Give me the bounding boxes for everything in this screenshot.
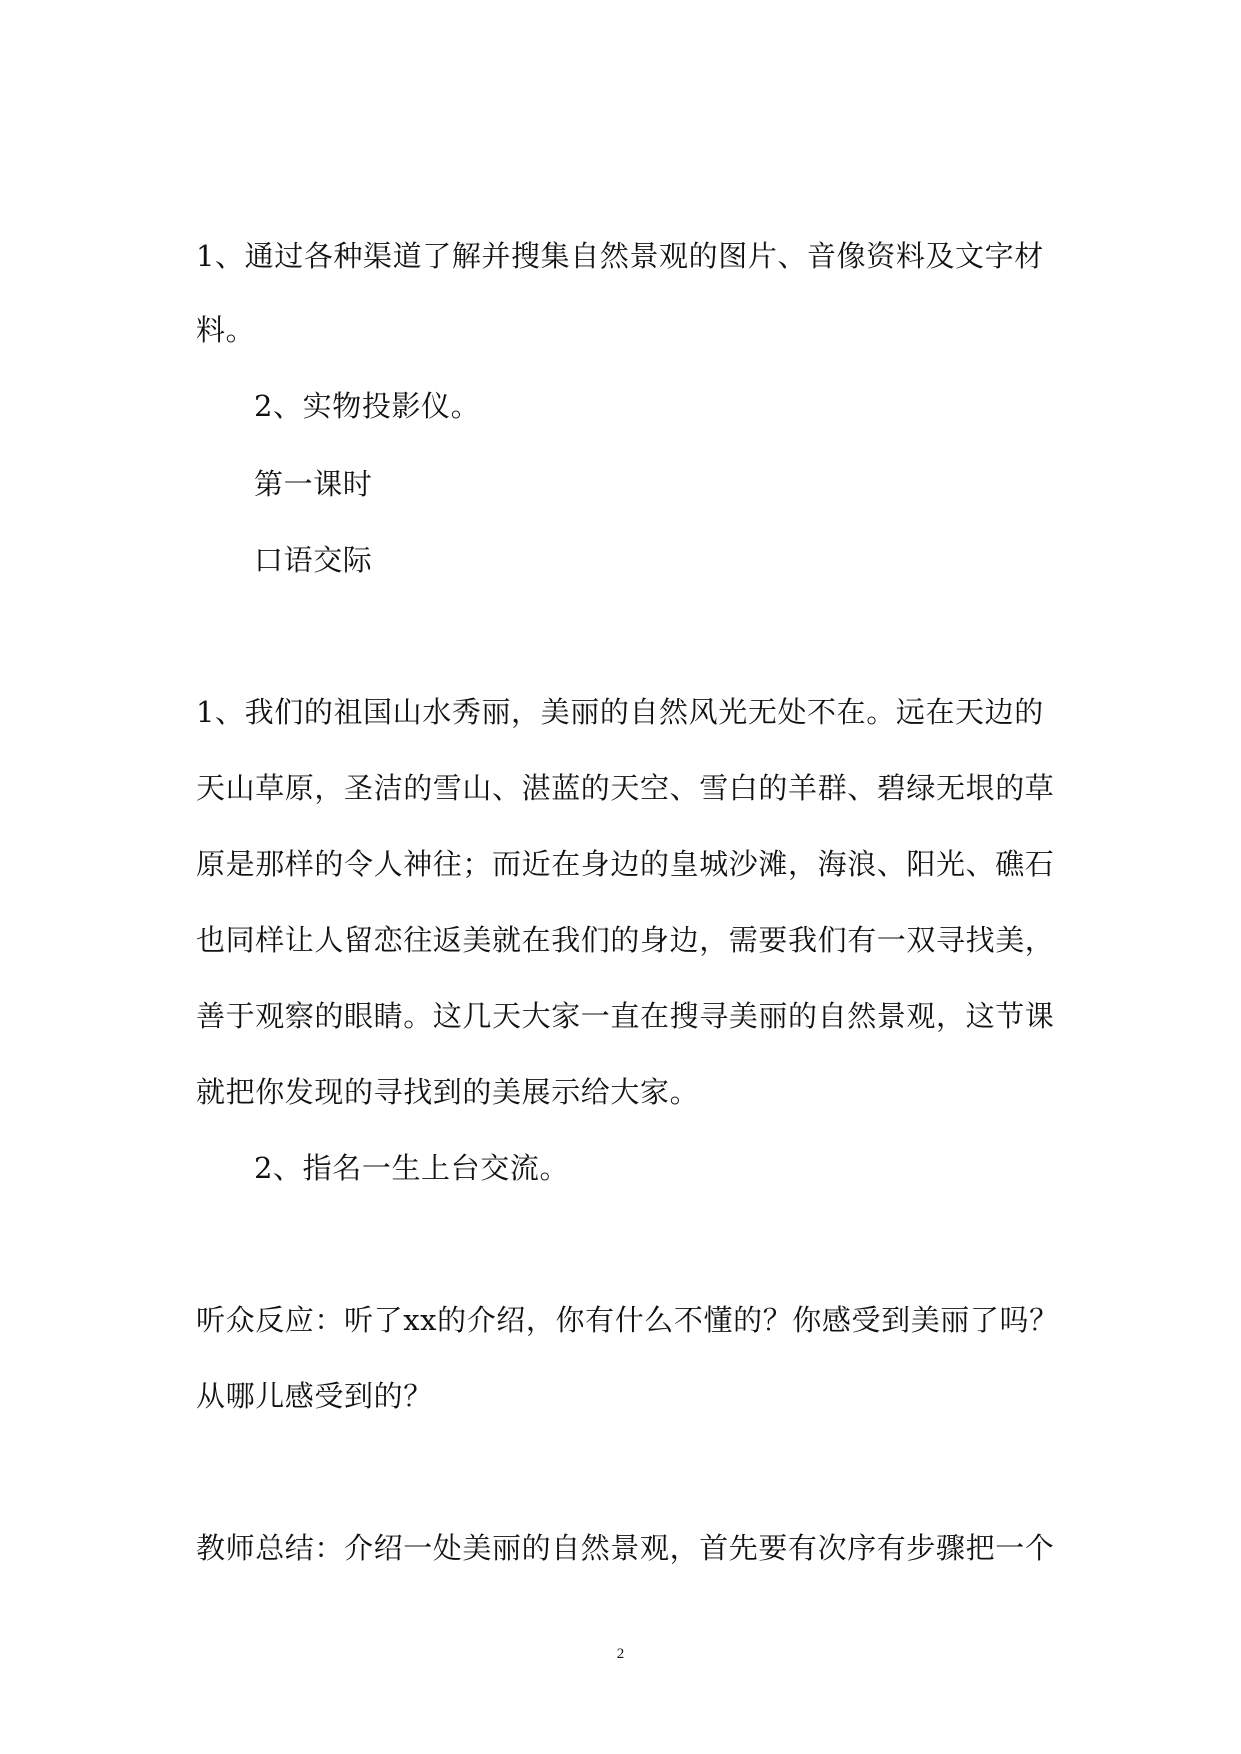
text-line-13: 听众反应：听了xx的介绍，你有什么不懂的？你感受到美丽了吗？ [196, 1303, 1059, 1337]
text-line-10: 善于观察的眼睛。这几天大家一直在搜寻美丽的自然景观，这节课 [196, 999, 1055, 1033]
text-line-5: 口语交际 [254, 543, 373, 577]
page-number: 2 [616, 1646, 625, 1662]
text-line-14: 从哪儿感受到的？ [196, 1379, 433, 1413]
text-line-1: 1、通过各种渠道了解并搜集自然景观的图片、音像资料及文字材 [196, 239, 1044, 273]
text-line-12: 2、指名一生上台交流。 [254, 1151, 570, 1185]
text-line-2: 料。 [196, 313, 256, 347]
text-line-8: 原是那样的令人神往；而近在身边的皇城沙滩，海浪、阳光、礁石 [196, 847, 1055, 881]
text-line-11: 就把你发现的寻找到的美展示给大家。 [196, 1075, 700, 1109]
text-line-4: 第一课时 [254, 467, 373, 501]
text-line-9: 也同样让人留恋往返美就在我们的身边，需要我们有一双寻找美， [196, 923, 1055, 957]
text-line-6: 1、我们的祖国山水秀丽，美丽的自然风光无处不在。远在天边的 [196, 695, 1044, 729]
text-line-3: 2、实物投影仪。 [254, 389, 481, 423]
text-line-15: 教师总结：介绍一处美丽的自然景观，首先要有次序有步骤把一个 [196, 1531, 1055, 1565]
text-line-7: 天山草原，圣洁的雪山、湛蓝的天空、雪白的羊群、碧绿无垠的草 [196, 771, 1055, 805]
